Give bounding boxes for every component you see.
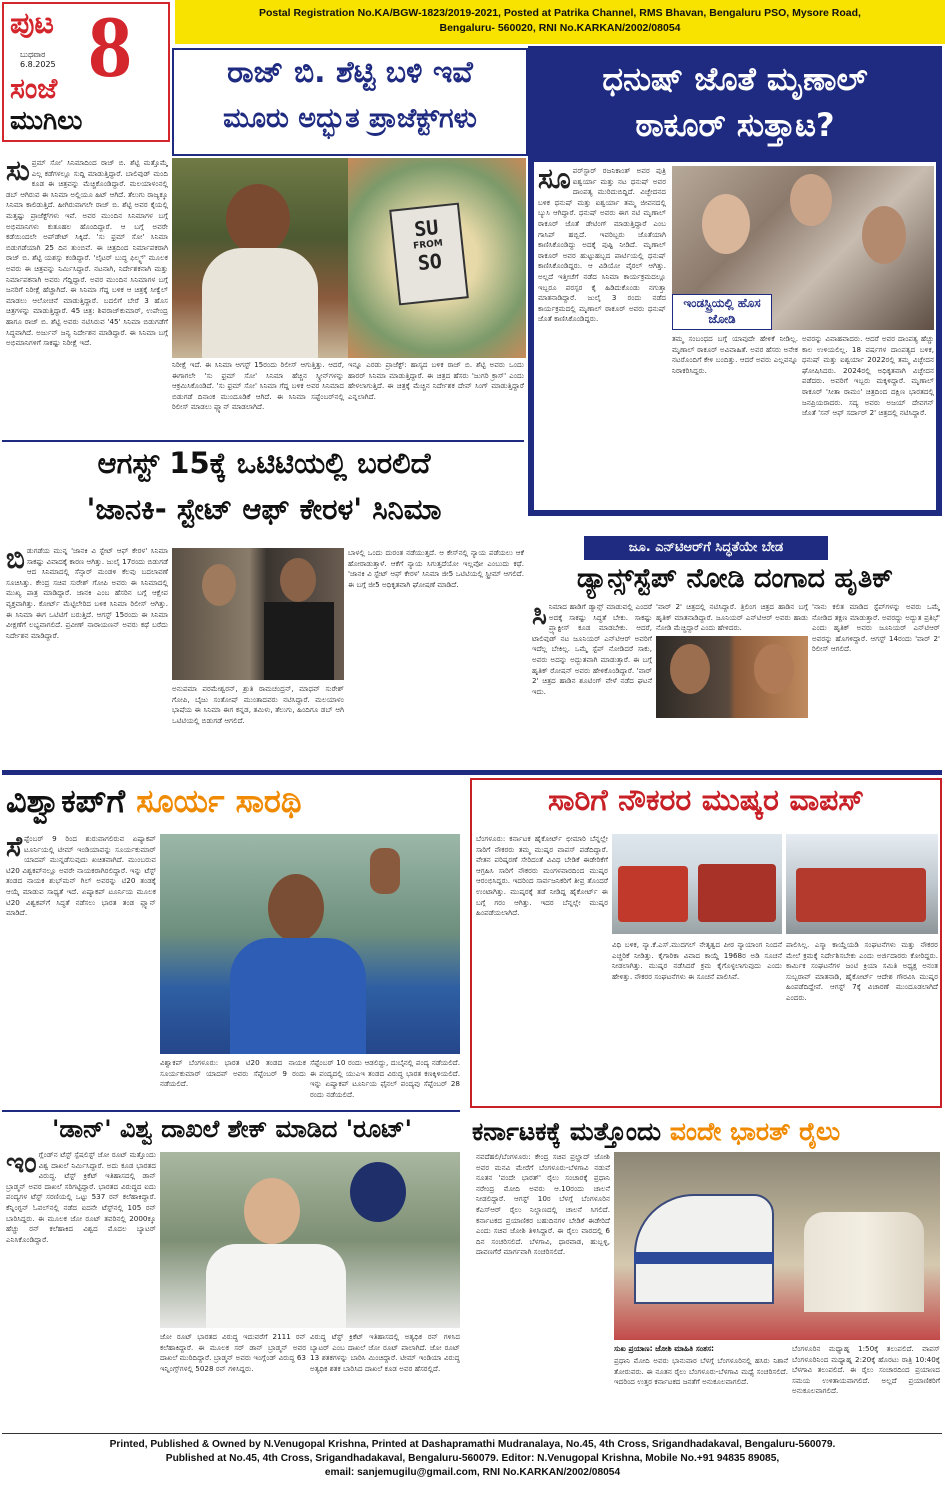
dhanush-photo-face3 [862, 206, 906, 264]
dhanush-body-col2: ತಮ್ಮ ಸಂಬಂಧದ ಬಗ್ಗೆ ಯಾವುದೇ ಹೇಳಿಕೆ ನೀಡಿಲ್ಲ. ಮೃಣಾಲ್ ಠಾಕೂರ್ ಅವಿವಾಹಿತೆ. ಅವರ ಹೆಸರು ಅನೇಕ ನಟರೊಂದಿಗೆ ಕೇಳಿ ಬಂದಿತ್ತು. ಆದರೆ ಅವರು ಎಲ್ಲವನ್ನೂ ನಿರಾಕರಿಸಿದ್ದರು. [672, 334, 798, 375]
root-body-col2: ಜೋ ರೂಟ್ ಭಾರತದ ವಿರುದ್ಧ ಇದುವರೆಗೆ 2111 ರನ್ ಕಲೆಹಾಕಿದ್ದಾರೆ. ಈ ಮೂಲಕ ಸರ್ ಡಾನ್ ಬ್ರಾಡ್ಮನ್ ಅವರ ದಾಖಲೆ ಮುರಿದಿದ್ದಾರೆ. ಬ್ರಾಡ್ಮನ್ ಅವರು ಇಂಗ್ಲೆಂಡ್ ವಿರುದ್ಧ 63 ಇನ್ನಿಂಗ್ಸ್‌ಗಳಲ್ಲಿ 5028 ರನ್ ಗಳಿಸಿದ್ದರು. [160, 1332, 306, 1373]
vande-headline-orange: ವಂದೇ ಭಾರತ್ ರೈಲು [669, 1117, 841, 1146]
janaki-body-text1: ಡುಗಡೆಯ ಮುನ್ನ 'ಜಾನಕಿ ವಿ ಸ್ಟೇಟ್ ಆಫ್ ಕೇರಳ' ಸಿನಿಮಾ ಸಾಕಷ್ಟು ವಿವಾದಕ್ಕೆ ಕಾರಣ ಆಗಿತ್ತು. ಜುಲೈ 17ರಂದು ಬಿಡುಗಡೆ ಆದ ಸಿನಿಮಾದಲ್ಲಿ ಸೆನ್ಸಾರ್ ಮಂಡಳಿ ಕೆಲವು ಬದಲಾವಣೆ ಸೂಚಿಸಿತ್ತು. ಕೇಂದ್ರ ಸಚಿವ ಸುರೇಶ್ ಗೋಪಿ ಅವರು ಈ ಸಿನಿಮಾದಲ್ಲಿ ಮುಖ್ಯ ಪಾತ್ರ ಮಾಡಿದ್ದಾರೆ. ಜಾನಕಿ ಎಂಬ ಹೆಸರಿನ ಬಗ್ಗೆ ಆಕ್ಷೇಪ ವ್ಯಕ್ತವಾಗಿತ್ತು. ಕೋರ್ಟ್ ಮೆಟ್ಟಿಲೇರಿದ ಬಳಿಕ ಸಿನಿಮಾ ರಿಲೀಸ್ ಆಗಿತ್ತು. ಈ ಸಿನಿಮಾ ಈಗ ಒಟಿಟಿಗೆ ಬರುತ್ತಿದೆ. ಆಗಸ್ಟ್ 15ರಂದು ಈ ಸಿನಿಮಾ ವೀಕ್ಷಣೆಗೆ ಲಭ್ಯವಾಗಲಿದೆ. ಪ್ರವೀಣ್ ನಾರಾಯಣನ್ ಅವರು ಕಥೆ ಬರೆದು ನಿರ್ದೇಶನ ಮಾಡಿದ್ದಾರೆ. [6, 546, 168, 640]
janaki-headline-line1: ಆಗಸ್ಟ್ 15ಕ್ಕೆ ಒಟಿಟಿಯಲ್ಲಿ ಬರಲಿದೆ [97, 446, 431, 480]
root-body-col3: ವಿರುದ್ಧ ಟೆಸ್ಟ್ ಕ್ರಿಕೆಟ್ ಇತಿಹಾಸದಲ್ಲಿ ಅತ್ಯಧಿಕ ರನ್ ಗಳಿಸಿದ ಬ್ಯಾಟರ್ ಎಂಬ ದಾಖಲೆ ಜೋ ರೂಟ್ ಪಾಲಾಗಿದೆ. ಜೋ ರೂಟ್ 13 ಶತಕಗಳನ್ನು ಬಾರಿಸಿ ಮಿಂಚಿದ್ದಾರೆ. ಟೀಮ್ ಇಂಡಿಯಾ ವಿರುದ್ಧ ಅತ್ಯಧಿಕ ಶತಕ ಬಾರಿಸಿದ ದಾಖಲೆ ಕೂಡ ಅವರ ಹೆಸರಲ್ಲಿದೆ. [310, 1332, 460, 1373]
raj-body-col3: ಇನ್ನೂ ಎರಡು ಪ್ರಾಜೆಕ್ಟ್: ಹಾಸ್ಯದ ಬಳಿಕ ರಾಜ್ ಬಿ. ಶೆಟ್ಟಿ ಅವರು ಒಂದು ಹಾರರ್ ಸಿನಿಮಾ ಮಾಡುತ್ತಿದ್ದಾರೆ. ಈ ಚಿತ್ರದ ಹೆಸರು 'ಜುಗರಿ ಕ್ರಾಸ್' ಎಂದು ಹೇಳಲಾಗುತ್ತಿದೆ. ಈ ಚಿತ್ರಕ್ಕೆ ಮೆಚ್ಚಿನ ನಿರ್ದೇಶಕ ದೇವ್ ಸಿಂಗ್ ಮಾಡುತ್ತಿದ್ದಾರೆ ಎನ್ನಲಾಗಿದೆ. [348, 360, 524, 401]
janaki-photo-robe [264, 602, 334, 680]
dhanush-body-col3: ಅವರನ್ನು ವಿವಾಹವಾದರು. ಆದರೆ ಅವರ ದಾಂಪತ್ಯ ಹೆಚ್ಚು ಕಾಲ ಉಳಿಯಲಿಲ್ಲ. 18 ವರ್ಷಗಳ ದಾಂಪತ್ಯದ ಬಳಿಕ, ಧನುಷ್ ಮತ್ತು ಐಶ್ವರ್ಯಾ 2022ರಲ್ಲಿ ತಮ್ಮ ವಿಚ್ಛೇದನ ಘೋಷಿಸಿದರು. 2024ರಲ್ಲಿ ಅಧಿಕೃತವಾಗಿ ವಿಚ್ಛೇದನ ಪಡೆದರು. ಅವರಿಗೆ ಇಬ್ಬರು ಮಕ್ಕಳಿದ್ದಾರೆ. ಮೃಣಾಲ್ ಠಾಕೂರ್ 'ಸೀತಾ ರಾಮಂ' ಚಿತ್ರದಿಂದ ದಕ್ಷಿಣ ಭಾರತದಲ್ಲಿ ಜನಪ್ರಿಯರಾದರು. ಸದ್ಯ ಅವರು ಅಜಯ್ ದೇವಗನ್ ಜೊತೆ 'ಸನ್ ಆಫ್ ಸರ್ದಾರ್ 2' ಚಿತ್ರದಲ್ಲಿ ನಟಿಸಿದ್ದಾರೆ. [802, 334, 934, 418]
dhanush-photo-face1 [702, 194, 750, 254]
janaki-dropcap: ಬಿ [6, 546, 25, 575]
poster-title-1: SU [413, 214, 440, 242]
section-divider [2, 770, 942, 775]
root-dropcap: ಇಂ [6, 1150, 37, 1179]
saarige-photo2 [786, 834, 938, 934]
janaki-photo [172, 548, 344, 680]
footer-line2: Published at No.45, 4th Cross, Srigandhadakaval, Bengaluru-560079. Editor: N.Venugopal Krishna, Mobile No.+91 94835 89085, [165, 1453, 780, 1464]
poster-title-2: FROM [412, 238, 444, 252]
surya-body-col2: ಸೆಪ್ಟೆಂಬರ್ 10 ರಂದು ಆಡಲಿದ್ದು, ದುಬೈನಲ್ಲಿ ಪಂದ್ಯ ನಡೆಯಲಿದೆ. ಈ ಪಂದ್ಯದಲ್ಲಿ ಯುಎಇ ತಂಡದ ವಿರುದ್ಧ ಭಾರತ ಕಣಕ್ಕಿಳಿಯಲಿದೆ. ಇನ್ನು ಏಷ್ಯಾಕಪ್ ಟೂರ್ನಿಯ ಫೈನಲ್ ಪಂದ್ಯವು ಸೆಪ್ಟೆಂಬರ್ 28 ರಂದು ನಡೆಯಲಿದೆ. [310, 1058, 460, 1099]
page-date: 6.8.2025 [20, 60, 56, 69]
root-headline: 'ಡಾನ್' ವಿಶ್ವ ದಾಖಲೆ ಶೇಕ್ ಮಾಡಿದ 'ರೂಟ್' [52, 1115, 412, 1143]
hrithik-dropcap: ಸಿ [532, 602, 547, 631]
raj-headline-line2: ಮೂರು ಅದ್ಭುತ ಪ್ರಾಜೆಕ್ಟ್‌ಗಳು [223, 103, 477, 134]
surya-photo [160, 834, 460, 1054]
raj-body-col1 [6, 158, 168, 436]
root-body-col1 [6, 1150, 156, 1430]
footer-line1: Printed, Published & Owned by N.Venugopal Krishna, Printed at Dashapramathi Mudranalaya, No.45, 4th Cross, Srigandhadakaval, Bengaluru-560079. [109, 1439, 836, 1450]
saarige-photo-bus2 [698, 864, 776, 922]
surya-photo-jersey [230, 938, 366, 1054]
saarige-body-col2: ವಿಧಿ ಬಳಿಕ, ನ್ಯಾ.ಕೆ.ಎಸ್.ಮುದಗಲ್ ನೇತೃತ್ವದ ಪೀಠ ನ್ಯಾಯಾಂಗ ನಿಂದನೆ ಎಚ್ಚರಿಕೆ ನೀಡಿತ್ತು. ಕೈಗಾರಿಕಾ ವಿವಾದ ಕಾಯ್ದೆ 1968ರ ಅಡಿ ಸೂಚನೆ ನೀಡಲಾಗಿತ್ತು. ಮುಷ್ಕರ ನಡೆಸಿದರೆ ಕ್ರಮ ಕೈಗೊಳ್ಳಲಾಗುವುದು ಎಂದು ಹೇಳಿತ್ತು. ನೌಕರರ ಸಂಘಟನೆಗಳು ಈ ಸೂಚನೆ ಪಾಲಿಸಿವೆ. [612, 940, 782, 981]
vande-body-col3: ಬೆಂಗಳೂರಿನ ಮಧ್ಯಾಹ್ನ 1:50ಕ್ಕೆ ತಲುಪಲಿದೆ. ವಾಪಸ್ ಬೆಂಗಳೂರಿನಿಂದ ಮಧ್ಯಾಹ್ನ 2:20ಕ್ಕೆ ಹೊರಟು ರಾತ್ರಿ 10:40ಕ್ಕೆ ಬೆಳಗಾವಿ ತಲುಪಲಿದೆ. ಈ ರೈಲು ಸಂಚಾರದಿಂದ ಪ್ರಯಾಣದ ಸಮಯ ಉಳಿತಾಯವಾಗಲಿದೆ. ಅಲ್ಲದೆ ಪ್ರಯಾಣಿಕರಿಗೆ ಅನುಕೂಲವಾಗಲಿದೆ. [792, 1344, 940, 1396]
hrithik-body-col1 [532, 602, 652, 766]
surya-headline-orange: ಸೂರ್ಯ ಸಾರಥಿ [136, 782, 302, 820]
janaki-photo-person1 [202, 564, 236, 606]
janaki-photo-person2 [280, 558, 316, 602]
hrithik-photo-face2 [754, 644, 794, 694]
surya-dropcap: ಸೆ [6, 834, 22, 863]
page-label: ಪುಟ [10, 6, 55, 41]
janaki-divider-top [2, 440, 524, 442]
root-photo [160, 1152, 460, 1328]
raj-body-col2: ನಿರೀಕ್ಷೆ ಇದೆ. ಈ ಸಿನಿಮಾ ಆಗಸ್ಟ್ 15ರಂದು ರಿಲೀಸ್ ಆಗುತ್ತಿತ್ತು. ಆದರೆ, ಈಗಾಗಲೇ 'ಸು ಫ್ರಮ್ ಸೋ' ಸಿನಿಮಾ ಹೆಚ್ಚಿನ ಸ್ಕ್ರೀನ್‌ಗಳನ್ನು ಆಕ್ರಮಿಸಿಕೊಂಡಿದೆ. 'ಸು ಫ್ರಮ್ ಸೋ' ಸಿನಿಮಾ ಗೆದ್ದ ಬಳಿಕ ಅವರ ಸಿನಿಮಾದ ಬಿಡುಗಡೆ ದಿನಾಂಕ ಮುಂದೂಡಿಕೆ ಆಗಿದೆ. ಈ ಸಿನಿಮಾ ಸಪ್ಟೆಂಬರ್‌ನಲ್ಲಿ ರಿಲೀಸ್ ಮಾಡಲು ಪ್ಲ್ಯಾನ್ ಮಾಡಲಾಗಿದೆ. [172, 360, 344, 412]
raj-photo-figure [226, 184, 290, 254]
surya-body-col1 [6, 834, 156, 1104]
page-number: 8 [88, 0, 132, 96]
dhanush-photo [672, 166, 934, 330]
janaki-headline-line2: 'ಜಾನಕಿ- ಸ್ಟೇಟ್ ಆಫ್ ಕೇರಳ' ಸಿನಿಮಾ [86, 492, 442, 526]
hrithik-headline: ಡ್ಯಾನ್ಸ್‌ಸ್ಟೆಪ್ ನೋಡಿ ದಂಗಾದ ಹೃತಿಕ್ [576, 563, 894, 594]
root-photo-shirt [206, 1244, 346, 1328]
saarige-body-col3: ಪಾಲಿಸಿಲ್ಲ. ಎಸ್ಮಾ ಕಾಯ್ದೆಯಡಿ ಸಂಘಟನೆಗಳು ಮತ್ತು ನೌಕರರ ಮೇಲೆ ಕ್ರಮಕ್ಕೆ ನಿರ್ದೇಶಿಸಬೇಕು ಎಂದು ಅರ್ಜಿದಾರರು ಕೋರಿದ್ದರು. ಕಾರ್ಮಿಕ ಸಂಘಟನೆಗಳ ಜಂಟಿ ಕ್ರಿಯಾ ಸಮಿತಿ ಅಧ್ಯಕ್ಷ ಅನಂತ ಸುಬ್ಬರಾವ್ ಮಾತನಾಡಿ, ಹೈಕೋರ್ಟ್ ಆದೇಶ ಗೌರವಿಸಿ ಮುಷ್ಕರ ಹಿಂಪಡೆದಿದ್ದೇವೆ. ಆಗಸ್ಟ್ 7ಕ್ಕೆ ವಿಚಾರಣೆ ಮುಂದೂಡಲಾಗಿದೆ ಎಂದರು. [786, 940, 938, 1002]
raj-headline-line1: ರಾಜ್ ಬಿ. ಶೆಟ್ಟಿ ಬಳಿ ಇವೆ [227, 55, 473, 90]
root-body-text1: ಗ್ಲೆಂಡ್‌ನ ಟೆಸ್ಟ್ ಸ್ಪೆಷಲಿಸ್ಟ್ ಜೋ ರೂಟ್ ಮತ್ತೊಂದು ವಿಶ್ವ ದಾಖಲೆ ನಿರ್ಮಿಸಿದ್ದಾರೆ. ಅದು ಕೂಡ ಭಾರತದ ವಿರುದ್ಧ. ಟೆಸ್ಟ್ ಕ್ರಿಕೆಟ್ ಇತಿಹಾಸದಲ್ಲಿ ಡಾನ್ ಬ್ರಾಡ್ಮನ್ ಅವರ ದಾಖಲೆ ಸರಿಗಟ್ಟಿದ್ದಾರೆ. ಭಾರತದ ವಿರುದ್ಧದ ಐದು ಪಂದ್ಯಗಳ ಟೆಸ್ಟ್ ಸರಣಿಯಲ್ಲಿ ಒಟ್ಟು 537 ರನ್ ಕಲೆಹಾಕಿದ್ದಾರೆ. ಕೆನ್ನಿಂಗ್ಟನ್ ಓವಲ್‌ನಲ್ಲಿ ನಡೆದ ಐದನೇ ಟೆಸ್ಟ್‌ನಲ್ಲಿ 105 ರನ್ ಬಾರಿಸಿದ್ದರು. ಈ ಮೂಲಕ ಜೋ ರೂಟ್ ತವರಿನಲ್ಲಿ 2000ಕ್ಕೂ ಹೆಚ್ಚು ರನ್ ಕಲೆಹಾಕಿದ ವಿಶ್ವದ ಮೊದಲ ಬ್ಯಾಟರ್ ಎನಿಸಿಕೊಂಡಿದ್ದಾರೆ. [6, 1150, 156, 1244]
postal-line1: Postal Registration No.KA/BGW-1823/2019-2021, Posted at Patrika Channel, RMS Bhavan, Bengaluru PSO, Mysore Road, [259, 7, 861, 19]
janaki-body-col2: ಅನುಪಮಾ ಪರಮೇಶ್ವರನ್, ಶ್ರುತಿ ರಾಮಚಂದ್ರನ್, ಮಾಧವ್ ಸುರೇಶ್ ಗೋಪಿ, ಬೈಜು ಸಂತೋಷ್ ಮುಂತಾದವರು ನಟಿಸಿದ್ದಾರೆ. ಮಲಯಾಳಂ ಭಾಷೆಯ ಈ ಸಿನಿಮಾ ಈಗ ಕನ್ನಡ, ತಮಿಳು, ತೆಲುಗು, ಹಿಂದಿಗೂ ಡಬ್ ಆಗಿ ಒಟಿಟಿಯಲ್ಲಿ ಬಿಡುಗಡೆ ಆಗಲಿದೆ. [172, 684, 344, 725]
vande-subhead: ಸುಖ ಪ್ರಯಾಣ: ಜೋಶಿ ಮಾಹಿತಿ ಸಂತಸ: [614, 1344, 714, 1353]
postal-line2: Bengaluru- 560020, RNI No.KARKAN/2002/08054 [439, 22, 681, 34]
raj-dropcap: ಸು [6, 158, 30, 187]
dhanush-photo-caption: ಇಂಡಸ್ಟ್ರಿಯಲ್ಲಿ ಹೊಸ ಜೋಡಿ [672, 294, 772, 330]
vande-photo-people [804, 1212, 924, 1312]
dhanush-headline-line1: ಧನುಷ್ ಜೊತೆ ಮೃಣಾಲ್ [602, 60, 868, 98]
poster-title-3: SO [416, 248, 444, 276]
vande-body-col1: ನವದೆಹಲಿ/ಬೆಂಗಳೂರು: ಕೇಂದ್ರ ಸಚಿವ ಪ್ರಲ್ಹಾದ್ ಜೋಶಿ ಅವರ ಮನವಿ ಮೇರೆಗೆ ಬೆಂಗಳೂರು-ಬೆಳಗಾವಿ ನಡುವೆ ನೂತನ 'ವಂದೇ ಭಾರತ್' ರೈಲು ಸಂಚಾರಕ್ಕೆ ಪ್ರಧಾನಿ ನರೇಂದ್ರ ಮೋದಿ ಅವರು ಆ.10ರಂದು ಚಾಲನೆ ನೀಡಲಿದ್ದಾರೆ. ಆಗಸ್ಟ್ 10ರ ಬೆಳಗ್ಗೆ ಬೆಂಗಳೂರಿನ ಕೆಎಸ್ಆರ್ ರೈಲು ನಿಲ್ದಾಣದಲ್ಲಿ ಚಾಲನೆ ಸಿಗಲಿದೆ. ಕರ್ನಾಟಕದ ಪ್ರಯಾಣಿಕರ ಬಹುದಿನಗಳ ಬೇಡಿಕೆ ಈಡೇರಿದೆ ಎಂದು ಸಚಿವ ಜೋಶಿ ತಿಳಿಸಿದ್ದಾರೆ. ಈ ರೈಲು ವಾರದಲ್ಲಿ 6 ದಿನ ಸಂಚರಿಸಲಿದೆ. ಬೆಳಗಾವಿ, ಧಾರವಾಡ, ಹುಬ್ಬಳ್ಳಿ, ದಾವಣಗೆರೆ ಮಾರ್ಗವಾಗಿ ಸಂಚರಿಸಲಿದೆ. [476, 1152, 610, 1257]
footer-line3: email: sanjemugilu@gmail.com, RNI No.KARKAN/2002/08054 [324, 1467, 621, 1478]
paper-name-line1: ಸಂಜೆ [10, 72, 58, 105]
hrithik-body-col2: 'ವಾರ್ 2' ಚಿತ್ರದಲ್ಲಿ ನಟಿಸಿದ್ದಾರೆ. ತ್ರಿಲಿಂಗ ಚಿತ್ರದ ಹಾಡಿನ ಬಗ್ಗೆ ಹೃತಿಕ್ ಮಾತನಾಡಿದ್ದಾರೆ. ಜೂನಿಯರ್ ಎನ್‌ಟಿಆರ್ ಅವರು ಹಾಡು ನೋಡಿ ಮೆಚ್ಚಿದ್ದಾರೆ ಎಂದು ಹೇಳಿದರು. [656, 602, 808, 633]
surya-headline [6, 784, 460, 819]
raj-photo-torso [202, 248, 318, 358]
saarige-body-col1: ಬೆಂಗಳೂರು: ಕರ್ನಾಟಕ ಹೈಕೋರ್ಟ್ ಛೀಮಾರಿ ಬೆನ್ನಲ್ಲೇ ಸಾರಿಗೆ ನೌಕರರು ತಮ್ಮ ಮುಷ್ಕರ ವಾಪಸ್ ಪಡೆದಿದ್ದಾರೆ. ವೇತನ ಪರಿಷ್ಕರಣೆ ಸೇರಿದಂತೆ ವಿವಿಧ ಬೇಡಿಕೆ ಈಡೇರಿಕೆಗೆ ಆಗ್ರಹಿಸಿ ಸಾರಿಗೆ ನೌಕರರು ಮಂಗಳವಾರದಿಂದ ಮುಷ್ಕರ ಆರಂಭಿಸಿದ್ದರು. ಇದರಿಂದ ಸಾರ್ವಜನಿಕರಿಗೆ ತೀವ್ರ ತೊಂದರೆ ಉಂಟಾಗಿತ್ತು. ಮುಷ್ಕರಕ್ಕೆ ತಡೆ ನೀಡಿದ್ದ ಹೈಕೋರ್ಟ್ ಈ ಬಗ್ಗೆ ಗರಂ ಆಗಿತ್ತು. ಇದರ ಬೆನ್ನಲ್ಲೇ ಮುಷ್ಕರ ಹಿಂಪಡೆಯಲಾಗಿದೆ. [476, 834, 608, 918]
hrithik-photo-face1 [670, 644, 710, 694]
raj-body-text1: ಪ್ರಮ್ ಸೋ' ಸಿನಿಮಾದಿಂದ ರಾಜ್ ಬಿ. ಶೆಟ್ಟಿ ಮತ್ತೊಮ್ಮೆ ಎಲ್ಲ ಕಡೆಗಳಲ್ಲೂ ಸುದ್ದಿ ಮಾಡುತ್ತಿದ್ದಾರೆ. ಬಾಲಿವುಡ್ ಮಂದಿ ಕೂಡ ಈ ಚಿತ್ರವನ್ನು ಮೆಚ್ಚಿಕೊಂಡಿದ್ದಾರೆ. ಮಲಯಾಳಂನಲ್ಲಿ ಡಬ್ ಆಗಿರುವ ಈ ಸಿನಿಮಾ ಅಲ್ಲಿಯೂ ಹಿಟ್ ಆಗಿದೆ. ತೆಲುಗು ರಾಜ್ಯಕ್ಕೂ ಸಿನಿಮಾ ಕಾಲಿಡುತ್ತಿದೆ. ಹೀಗಿರುವಾಗಲೇ ರಾಜ್ ಬಿ. ಶೆಟ್ಟಿ ಅವರ ಕೈಯಲ್ಲಿ ಮತ್ತಷ್ಟು ಪ್ರಾಜೆಕ್ಟ್‌ಗಳು ಇವೆ. ಅವರ ಮುಂದಿನ ಸಿನಿಮಾಗಳ ಬಗ್ಗೆ ಅಭಿಮಾನಿಗಳು ಕುತೂಹಲ ಹೊಂದಿದ್ದಾರೆ. ಆ ಬಗ್ಗೆ ಅವರೇ ಕಡೆಯಿಂದಲೇ ಅಪ್‌ಡೇಟ್ ಸಿಕ್ಕಿದೆ. 'ಸು ಫ್ರಮ್ ಸೋ' ಸಿನಿಮಾ ಬಿಡುಗಡೆಯಾಗಿ 25 ದಿನ ತುಂಬಿವೆ. ಈ ಚಿತ್ರದಿಂದ ನಿರ್ಮಾಪಕರಾಗಿ ರಾಜ್ ಬಿ. ಶೆಟ್ಟಿ ಯಶಸ್ಸು ಕಂಡಿದ್ದಾರೆ. 'ಲೈಟರ್ ಬುದ್ಧ ಫಿಲ್ಮ್ಸ್' ಮೂಲಕ ಅವರು ಈ ಚಿತ್ರವನ್ನು ನಿರ್ಮಿಸಿದ್ದಾರೆ. ನಟನಾಗಿ, ನಿರ್ದೇಶಕನಾಗಿ ಮತ್ತು ನಿರ್ಮಾಪಕನಾಗಿ ಅವರು ಗೆದ್ದಿದ್ದಾರೆ. ಅವರ ಮುಂದಿನ ಸಿನಿಮಾಗಳ ಬಗ್ಗೆ ಜನರಿಗೆ ನಿರೀಕ್ಷೆ ಹೆಚ್ಚಾಗಿದೆ. ಈ ಸಿನಿಮಾ ಗೆದ್ದ ಬಳಿಕ ಆ ಚಿತ್ರಕ್ಕೆ ಸೀಕ್ವೆಲ್ ಮಾಡಲು ಆಲೋಚನೆ ಮಾಡುತ್ತಿದ್ದಾರೆ. ಬದಲಿಗೆ ಬೇರೆ 3 ಹೊಸ ಚಿತ್ರಗಳನ್ನು ಮಾಡುತ್ತಿದ್ದಾರೆ. 45 ಚಿತ್ರ: ಶಿವರಾಜ್‌ಕುಮಾರ್, ಉಪೇಂದ್ರ ಹಾಗೂ ರಾಜ್ ಬಿ. ಶೆಟ್ಟಿ ಅವರು ನಟಿಸಿರುವ '45' ಸಿನಿಮಾ ಬಿಡುಗಡೆಗೆ ಸಿದ್ಧವಾಗಿದೆ. ಅರ್ಜುನ್ ಜನ್ಯ ನಿರ್ದೇಶನ ಮಾಡಿದ್ದಾರೆ. ಈ ಸಿನಿಮಾ ಬಗ್ಗೆ ಅಭಿಮಾನಿಗಳಿಗೆ ಸಾಕಷ್ಟು ನಿರೀಕ್ಷೆ ಇದೆ. [6, 158, 168, 348]
surya-photo-head [268, 874, 324, 942]
surya-headline-black: ವಿಶ್ವಾಕಪ್‌ಗೆ [6, 782, 126, 820]
surya-photo-hand [370, 848, 400, 894]
surya-photo-caption: ವಿಶ್ವಾಕಪ್ ಬೆಂಗಳೂರು: ಭಾರತ ಟಿ20 ತಂಡದ ನಾಯಕ ಸೂರ್ಯಕುಮಾರ್ ಯಾದವ್ ಅವರು ಸೆಪ್ಟೆಂಬರ್ 9 ರಂದು ನಡೆಯಲಿದೆ. [160, 1058, 306, 1089]
dhanush-body-text1: ಪರ್‌ಸ್ಟಾರ್ ರಜನಿಕಾಂತ್ ಅವರ ಪುತ್ರಿ ಐಶ್ವರ್ಯಾ ಮತ್ತು ನಟ ಧನುಷ್ ಅವರ ದಾಂಪತ್ಯ ಮುರಿದುಬಿದ್ದಿದೆ. ವಿಚ್ಛೇದನದ ಬಳಿಕ ಧನುಷ್ ಮತ್ತು ಐಶ್ವರ್ಯಾ ತಮ್ಮ ಜೀವನದಲ್ಲಿ ಬ್ಯುಸಿ ಆಗಿದ್ದಾರೆ. ಧನುಷ್ ಅವರು ಈಗ ನಟಿ ಮೃಣಾಲ್ ಠಾಕೂರ್ ಜೊತೆ ಡೇಟಿಂಗ್ ಮಾಡುತ್ತಿದ್ದಾರೆ ಎಂಬ ಗಾಸಿಪ್ ಹಬ್ಬಿದೆ. ಇವರಿಬ್ಬರು ಜೊತೆಯಾಗಿ ಕಾಣಿಸಿಕೊಂಡಿದ್ದು ಅದಕ್ಕೆ ಪುಷ್ಟಿ ನೀಡಿದೆ. ಮೃಣಾಲ್ ಠಾಕೂರ್ ಅವರ ಹುಟ್ಟುಹಬ್ಬದ ಪಾರ್ಟಿಯಲ್ಲಿ ಧನುಷ್ ಕಾಣಿಸಿಕೊಂಡಿದ್ದರು. ಆ ವಿಡಿಯೋ ವೈರಲ್ ಆಗಿತ್ತು. ಅಲ್ಲದೆ ಇತ್ತೀಚೆಗೆ ನಡೆದ ಸಿನಿಮಾ ಕಾರ್ಯಕ್ರಮದಲ್ಲೂ ಇಬ್ಬರೂ ಪರಸ್ಪರ ಕೈ ಹಿಡಿದುಕೊಂಡು ನಗುತ್ತಾ ಮಾತನಾಡಿದ್ದಾರೆ. ಜುಲೈ 3 ರಂದು ನಡೆದ ಕಾರ್ಯಕ್ರಮದಲ್ಲಿ ಮೃಣಾಲ್ ಠಾಕೂರ್ ಅವರು ಧನುಷ್ ಜೊತೆ ಕಾಣಿಸಿಕೊಂಡಿದ್ದರು. [538, 166, 666, 324]
dhanush-photo-face2 [790, 174, 832, 226]
page-day: ಬುಧವಾರ [20, 50, 46, 59]
root-photo-helmet [350, 1162, 406, 1222]
raj-photo [172, 158, 348, 358]
root-photo-head [244, 1178, 300, 1244]
vande-body-col2: ಪ್ರಧಾನಿ ಮೋದಿ ಅವರು ಭಾನುವಾರ ಬೆಳಗ್ಗೆ ಬೆಂಗಳೂರಿನಲ್ಲಿ ಹಸಿರು ನಿಶಾನೆ ತೋರುವರು. ಈ ನೂತನ ರೈಲು ಬೆಂಗಳೂರು-ಬೆಳಗಾವಿ ಮಧ್ಯೆ ಸಂಚರಿಸಲಿದೆ. ಇದರಿಂದ ಉತ್ತರ ಕರ್ನಾಟಕದ ಜನತೆಗೆ ಅನುಕೂಲವಾಗಲಿದೆ. [614, 1356, 788, 1387]
poster-card [389, 203, 469, 306]
hrithik-body-text1: ನಿಮಾದ ಹಾಡಿಗೆ ಡ್ಯಾನ್ಸ್ ಮಾಡುವಲ್ಲಿ ಎಂದರೆ ಅದಕ್ಕೆ ಸಾಕಷ್ಟು ಸಿದ್ಧತೆ ಬೇಕು. ಸಾಕಷ್ಟು ಪ್ರ್ಯಾಕ್ಟೀಸ್ ಕೂಡ ಮಾಡಬೇಕು. ಆದರೆ, ಟಾಲಿವುಡ್ ನಟ ಜೂನಿಯರ್ ಎನ್‌ಟಿಆರ್ ಅವರಿಗೆ ಇದೆಲ್ಲ ಬೇಕಿಲ್ಲ. ಒಮ್ಮೆ ಸ್ಟೆಪ್ ನೋಡಿದರೆ ಸಾಕು, ಅವರು ಅದನ್ನು ಅದ್ಭುತವಾಗಿ ಮಾಡುತ್ತಾರೆ. ಈ ಬಗ್ಗೆ ಹೃತಿಕ್ ರೋಷನ್ ಅವರು ಹೇಳಿಕೊಂಡಿದ್ದಾರೆ. 'ವಾರ್ 2' ಚಿತ್ರದ ಹಾಡಿನ ಶೂಟಿಂಗ್ ವೇಳೆ ನಡೆದ ಘಟನೆ ಇದು. [532, 602, 652, 696]
root-divider [2, 1110, 460, 1112]
janaki-body-col3: ಬಾಳಲ್ಲಿ ಒಂದು ದುರಂತ ನಡೆಯುತ್ತದೆ. ಆ ಕೇಸ್‌ನಲ್ಲಿ ನ್ಯಾಯ ಪಡೆಯಲು ಆಕೆ ಹೋರಾಡುತ್ತಾಳೆ. ಆಕೆಗೆ ನ್ಯಾಯ ಸಿಗುತ್ತದೆಯೋ ಇಲ್ಲವೋ ಎಂಬುದು ಕಥೆ. 'ಜಾನಕಿ ವಿ ಸ್ಟೇಟ್ ಆಫ್ ಕೇರಳ' ಸಿನಿಮಾ ಜೀ5 ಒಟಿಟಿಯಲ್ಲಿ ಸ್ಟ್ರೀಮ್ ಆಗಲಿದೆ. ಈ ಬಗ್ಗೆ ಜೀ5 ಅಧಿಕೃತವಾಗಿ ಘೋಷಣೆ ಮಾಡಿದೆ. [348, 548, 524, 589]
vande-headline [472, 1118, 940, 1146]
surya-body-text1: ಪ್ಟೆಂಬರ್ 9 ರಿಂದ ಶುರುವಾಗಲಿರುವ ಏಷ್ಯಾಕಪ್ ಟೂರ್ನಿಯಲ್ಲಿ ಟೀಮ್ ಇಂಡಿಯಾವನ್ನು ಸೂರ್ಯಕುಮಾರ್ ಯಾದವ್ ಮುನ್ನಡೆಸುವುದು ಖಚಿತವಾಗಿದೆ. ಮುಂಬರುವ ಟಿ20 ವಿಶ್ವಕಪ್‌ನಲ್ಲೂ ಅವರೇ ನಾಯಕರಾಗಿರಲಿದ್ದಾರೆ. ಇನ್ನು ಟೆಸ್ಟ್ ತಂಡದ ನಾಯಕ ಶುಭ್‌ಮನ್ ಗಿಲ್ ಅವರನ್ನು ಟಿ20 ತಂಡಕ್ಕೆ ಆಯ್ಕೆ ಮಾಡುವ ಸಾಧ್ಯತೆ ಇದೆ. ಏಷ್ಯಾಕಪ್ ಟೂರ್ನಿಯ ಮೂಲಕ ಟಿ20 ವಿಶ್ವಕಪ್‌ಗೆ ಸಿದ್ಧತೆ ನಡೆಸಲು ಭಾರತ ತಂಡ ಪ್ಲ್ಯಾನ್ ಮಾಡಿದೆ. [6, 834, 156, 918]
hrithik-photo [656, 636, 808, 718]
vande-headline-black: ಕರ್ನಾಟಕಕ್ಕೆ ಮತ್ತೊಂದು [472, 1117, 662, 1146]
paper-name-line2: ಮುಗಿಲು [10, 106, 83, 136]
saarige-photo-bus1 [618, 866, 688, 922]
dhanush-dropcap: ಸೂ [538, 166, 571, 195]
vande-photo [614, 1152, 940, 1340]
saarige-photo [612, 834, 782, 934]
dhanush-body-col1 [538, 166, 666, 506]
footer-rule [2, 1433, 942, 1434]
saarige-photo2-bus [796, 868, 926, 922]
janaki-body-col1 [6, 546, 168, 766]
su-from-so-poster [348, 158, 526, 358]
vande-photo-train [634, 1194, 774, 1304]
dhanush-headline-line2: ಠಾಕೂರ್ ಸುತ್ತಾಟ? [635, 106, 835, 144]
hrithik-body-col3: 'ನಾನು ಕಲಿತ ಮಾಡಿದ ಸ್ಟೆಪ್‌ಗಳನ್ನು ಅವರು ಒಮ್ಮೆ ನೋಡಿದ ತಕ್ಷಣ ಮಾಡುತ್ತಾರೆ. ಅವರದ್ದು ಅದ್ಭುತ ಪ್ರತಿಭೆ' ಎಂದು ಹೃತಿಕ್ ಅವರು ಜೂನಿಯರ್ ಎನ್‌ಟಿಆರ್ ಅವರನ್ನು ಹೊಗಳಿದ್ದಾರೆ. ಆಗಸ್ಟ್ 14ರಂದು 'ವಾರ್ 2' ರಿಲೀಸ್ ಆಗಲಿದೆ. [812, 602, 940, 654]
saarige-headline: ಸಾರಿಗೆ ನೌಕರರ ಮುಷ್ಕರ ವಾಪಸ್ [547, 783, 865, 818]
vande-photo-stripe [634, 1252, 774, 1264]
hrithik-kicker: ಜೂ. ಎನ್‌ಟಿಆರ್‌ಗೆ ಸಿದ್ಧತೆಯೇ ಬೇಡ [628, 540, 784, 555]
